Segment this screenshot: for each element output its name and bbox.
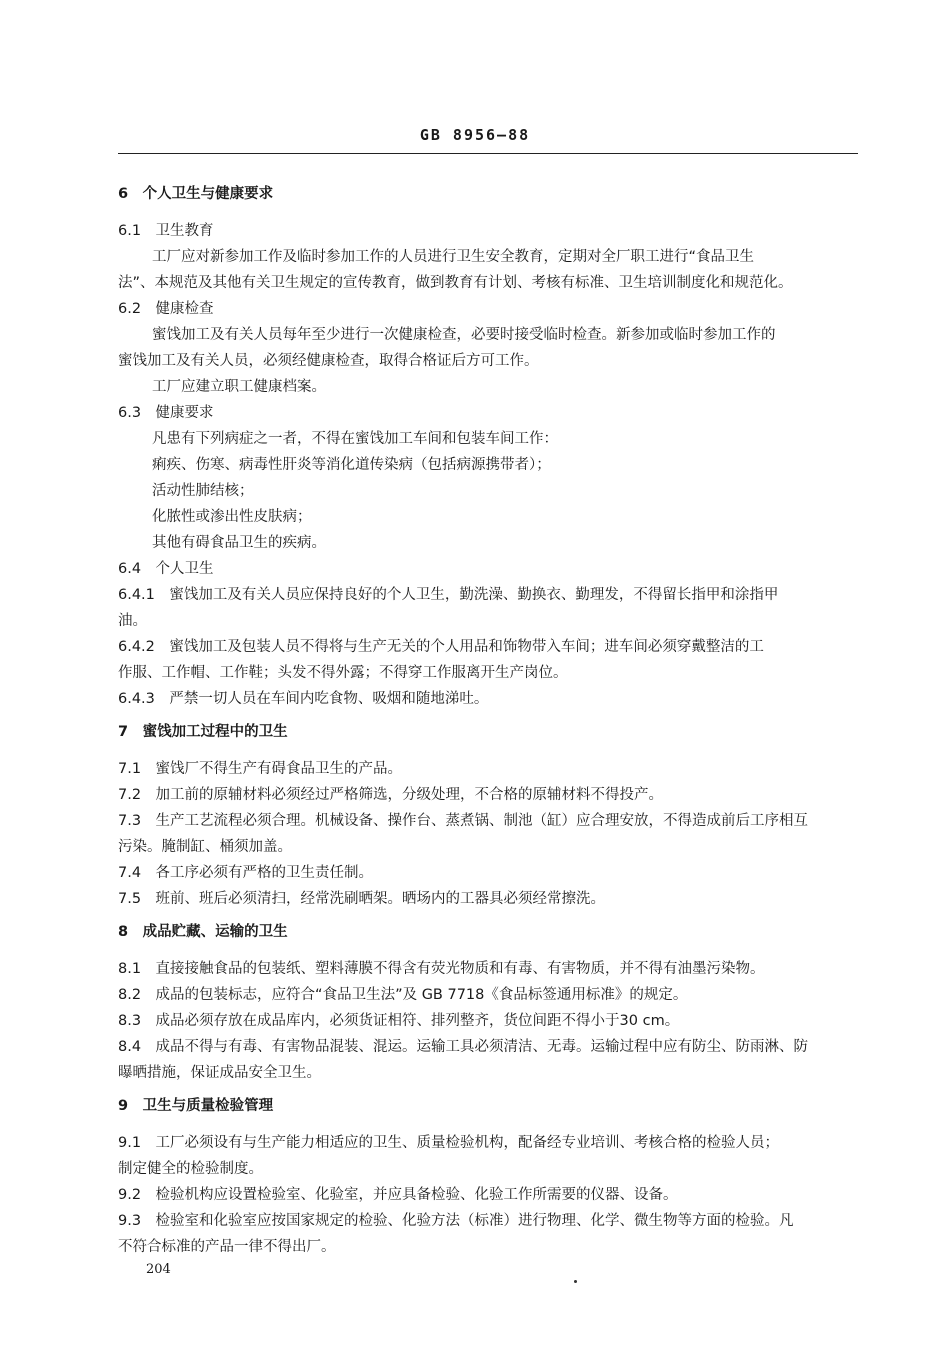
clause-7-3-line-2: 污染。腌制缸、桶须加盖。 <box>118 839 292 855</box>
clause-6-3-heading: 6.3 健康要求 <box>118 405 214 421</box>
section-9-heading: 9 卫生与质量检验管理 <box>118 1098 274 1114</box>
page-number: 204 <box>146 1262 171 1277</box>
clause-8-1: 8.1 直接接触食品的包装纸、塑料薄膜不得含有荧光物质和有毒、有害物质，并不得有油墨污染物。 <box>118 961 765 977</box>
clause-6-4-2-line-1: 6.4.2 蜜饯加工及包装人员不得将与生产无关的个人用品和饰物带入车间；进车间必须穿戴整洁的工 <box>118 639 764 655</box>
clause-6-1-text-line-2: 法”、本规范及其他有关卫生规定的宣传教育，做到教育有计划、考核有标准、卫生培训制度化和规范化。 <box>118 275 793 291</box>
clause-8-3: 8.3 成品必须存放在成品库内，必须货证相符、排列整齐，货位间距不得小于30 cm。 <box>118 1013 680 1029</box>
clause-7-1: 7.1 蜜饯厂不得生产有碍食品卫生的产品。 <box>118 761 403 777</box>
clause-9-2: 9.2 检验机构应设置检验室、化验室，并应具备检验、化验工作所需要的仪器、设备。 <box>118 1187 678 1203</box>
clause-6-2-heading: 6.2 健康检查 <box>118 301 214 317</box>
clause-6-1-text-line-1: 工厂应对新参加工作及临时参加工作的人员进行卫生安全教育，定期对全厂职工进行“食品卫生 <box>152 249 755 265</box>
clause-7-4: 7.4 各工序必须有严格的卫生责任制。 <box>118 865 374 881</box>
clause-6-4-1-line-2: 油。 <box>118 613 147 629</box>
clause-6-4-2-line-2: 作服、工作帽、工作鞋；头发不得外露；不得穿工作服离开生产岗位。 <box>118 665 568 681</box>
clause-9-1-line-2: 制定健全的检验制度。 <box>118 1161 263 1177</box>
standard-code-header: GB 8956—88 <box>419 126 531 144</box>
section-8-heading: 8 成品贮藏、运输的卫生 <box>118 924 288 940</box>
section-6-heading: 6 个人卫生与健康要求 <box>118 186 274 202</box>
clause-6-3-text-line-5: 其他有碍食品卫生的疾病。 <box>152 535 326 551</box>
clause-6-2-text-line-1: 蜜饯加工及有关人员每年至少进行一次健康检查，必要时接受临时检查。新参加或临时参加工作的 <box>152 327 776 343</box>
clause-6-2-text-line-2: 蜜饯加工及有关人员，必须经健康检查，取得合格证后方可工作。 <box>118 353 539 369</box>
clause-6-1-heading: 6.1 卫生教育 <box>118 223 214 239</box>
clause-9-1-line-1: 9.1 工厂必须设有与生产能力相适应的卫生、质量检验机构，配备经专业培训、考核合格的检验人员； <box>118 1135 780 1151</box>
clause-8-4-line-2: 曝晒措施，保证成品安全卫生。 <box>118 1065 321 1081</box>
clause-8-4-line-1: 8.4 成品不得与有毒、有害物品混装、混运。运输工具必须清洁、无毒。运输过程中应有防尘、防雨淋、防 <box>118 1039 809 1055</box>
section-7-heading: 7 蜜饯加工过程中的卫生 <box>118 724 288 740</box>
clause-7-3-line-1: 7.3 生产工艺流程必须合理。机械设备、操作台、蒸煮锅、制池（缸）应合理安放，不得造成前后工序相互 <box>118 813 809 829</box>
clause-9-3-line-2: 不符合标准的产品一律不得出厂。 <box>118 1239 336 1255</box>
scan-speck <box>574 1280 577 1283</box>
clause-9-3-line-1: 9.3 检验室和化验室应按国家规定的检验、化验方法（标准）进行物理、化学、微生物等方面的检验。凡 <box>118 1213 794 1229</box>
clause-7-2: 7.2 加工前的原辅材料必须经过严格筛选，分级处理，不合格的原辅材料不得投产。 <box>118 787 664 803</box>
clause-6-3-text-line-4: 化脓性或渗出性皮肤病； <box>152 509 312 525</box>
clause-7-5: 7.5 班前、班后必须清扫，经常洗刷晒架。晒场内的工器具必须经常擦洗。 <box>118 891 606 907</box>
clause-6-3-text-line-2: 痢疾、伤寒、病毒性肝炎等消化道传染病（包括病源携带者）； <box>152 457 551 473</box>
clause-8-2: 8.2 成品的包装标志，应符合“食品卫生法”及 GB 7718《食品标签通用标准》的规定。 <box>118 987 688 1003</box>
clause-6-3-text-line-1: 凡患有下列病症之一者，不得在蜜饯加工车间和包装车间工作： <box>152 431 558 447</box>
clause-6-4-1-line-1: 6.4.1 蜜饯加工及有关人员应保持良好的个人卫生，勤洗澡、勤换衣、勤理发，不得留长指甲和涂指甲 <box>118 587 779 603</box>
header-rule <box>118 153 858 154</box>
clause-6-4-heading: 6.4 个人卫生 <box>118 561 214 577</box>
clause-6-3-text-line-3: 活动性肺结核； <box>152 483 254 499</box>
clause-6-4-3: 6.4.3 严禁一切人员在车间内吃食物、吸烟和随地涕吐。 <box>118 691 489 707</box>
clause-6-2-text-line-3: 工厂应建立职工健康档案。 <box>152 379 326 395</box>
